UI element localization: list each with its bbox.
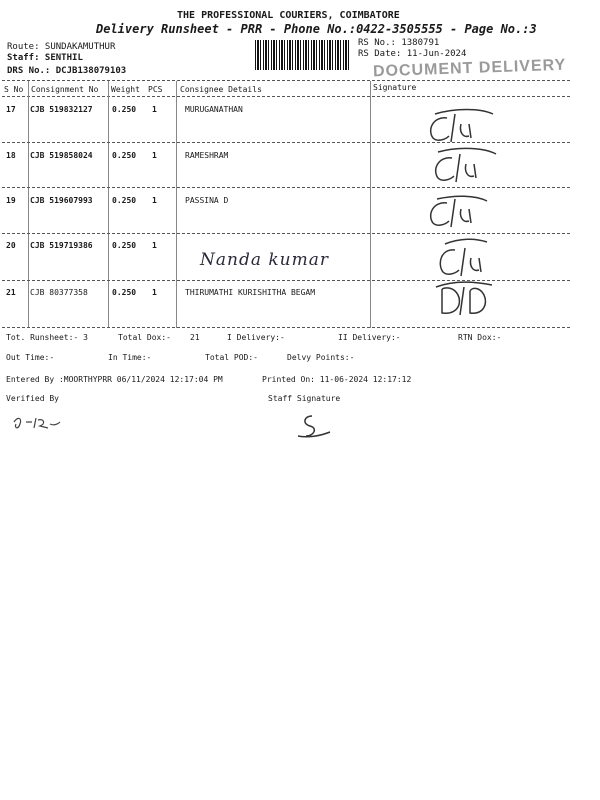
row-weight: 0.250 [112,105,137,114]
row-consignment: CJB 519719386 [30,241,93,250]
row-consignee: PASSINA D [185,196,229,205]
row-weight: 0.250 [112,288,137,297]
drs-number: DRS No.: DCJB138079103 [7,66,127,76]
row-pcs: 1 [152,196,157,205]
verifier-initials [12,414,62,438]
col-consignment: Consignment No [31,85,99,94]
row-weight: 0.250 [112,241,137,250]
table-top-rule [2,80,570,81]
row-consignee: MURUGANATHAN [185,105,243,114]
verified-by-label: Verified By [6,394,59,403]
col-pcs: PCS [148,85,163,94]
row-pcs: 1 [152,241,157,250]
col-divider [108,81,109,328]
row-sno: 21 [6,288,16,297]
row-consignment: CJB 80377358 [30,288,88,297]
staff-label: Staff: SENTHIL [7,53,83,63]
header-rule [2,96,570,97]
runsheet-title: Delivery Runsheet - PRR - Phone No.:0422-3505555 - Page No.:3 [96,22,537,36]
barcode [255,40,350,70]
ii-delivery: II Delivery:- [338,333,401,342]
rtn-dox: RTN Dox:- [458,333,502,342]
staff-signature-mark [294,414,334,444]
row-pcs: 1 [152,151,157,160]
col-signature: Signature [373,83,417,92]
row-consignment: CJB 519607993 [30,196,93,205]
row-pcs: 1 [152,288,157,297]
row-rule [2,187,570,188]
document-delivery-stamp: DOCUMENT DELIVERY [372,56,567,81]
col-divider [176,81,177,328]
row-weight: 0.250 [112,151,137,160]
out-time: Out Time:- [6,353,55,362]
row-sno: 18 [6,151,16,160]
row-consignee: RAMESHRAM [185,151,229,160]
handwritten-signature [430,150,500,189]
col-weight: Weight [111,85,140,94]
handwritten-signature [435,240,505,284]
entered-by: Entered By :MOORTHYPRR 06/11/2024 12:17:04 PM [6,375,223,384]
col-sno: S No [4,85,24,94]
handwritten-signature [432,283,502,322]
route-label: Route: SUNDAKAMUTHUR [7,42,116,52]
row-weight: 0.250 [112,196,137,205]
row-consignment: CJB 519858024 [30,151,93,160]
row-rule [2,142,570,143]
handwritten-signature [425,110,495,149]
row-rule [2,233,570,234]
printed-on: Printed On: 11-06-2024 12:17:12 [262,375,412,384]
i-delivery: I Delivery:- [227,333,285,342]
row-sno: 19 [6,196,16,205]
row-pcs: 1 [152,105,157,114]
total-dox-label: Total Dox:- [118,333,171,342]
rs-number: RS No.: 1380791 [358,38,440,48]
handwritten-consignee-name: Nanda kumar [200,250,330,270]
row-sno: 20 [6,241,16,250]
col-consignee: Consignee Details [180,85,262,94]
total-dox-value: 21 [190,333,200,342]
row-sno: 17 [6,105,16,114]
company-name: THE PROFESSIONAL COURIERS, COIMBATORE [177,10,400,21]
table-bottom-rule [2,327,570,328]
tot-runsheet: Tot. Runsheet:- 3 [6,333,88,342]
row-rule [2,280,570,281]
total-pod: Total POD:- [205,353,258,362]
row-consignment: CJB 519832127 [30,105,93,114]
col-divider [370,81,371,328]
row-consignee: THIRUMATHI KURISHITHA BEGAM [185,288,316,297]
col-divider [28,81,29,328]
handwritten-signature [425,195,495,234]
rs-date: RS Date: 11-Jun-2024 [358,49,467,59]
delvy-points: Delvy Points:- [287,353,355,362]
in-time: In Time:- [108,353,152,362]
staff-signature-label: Staff Signature [268,394,341,403]
